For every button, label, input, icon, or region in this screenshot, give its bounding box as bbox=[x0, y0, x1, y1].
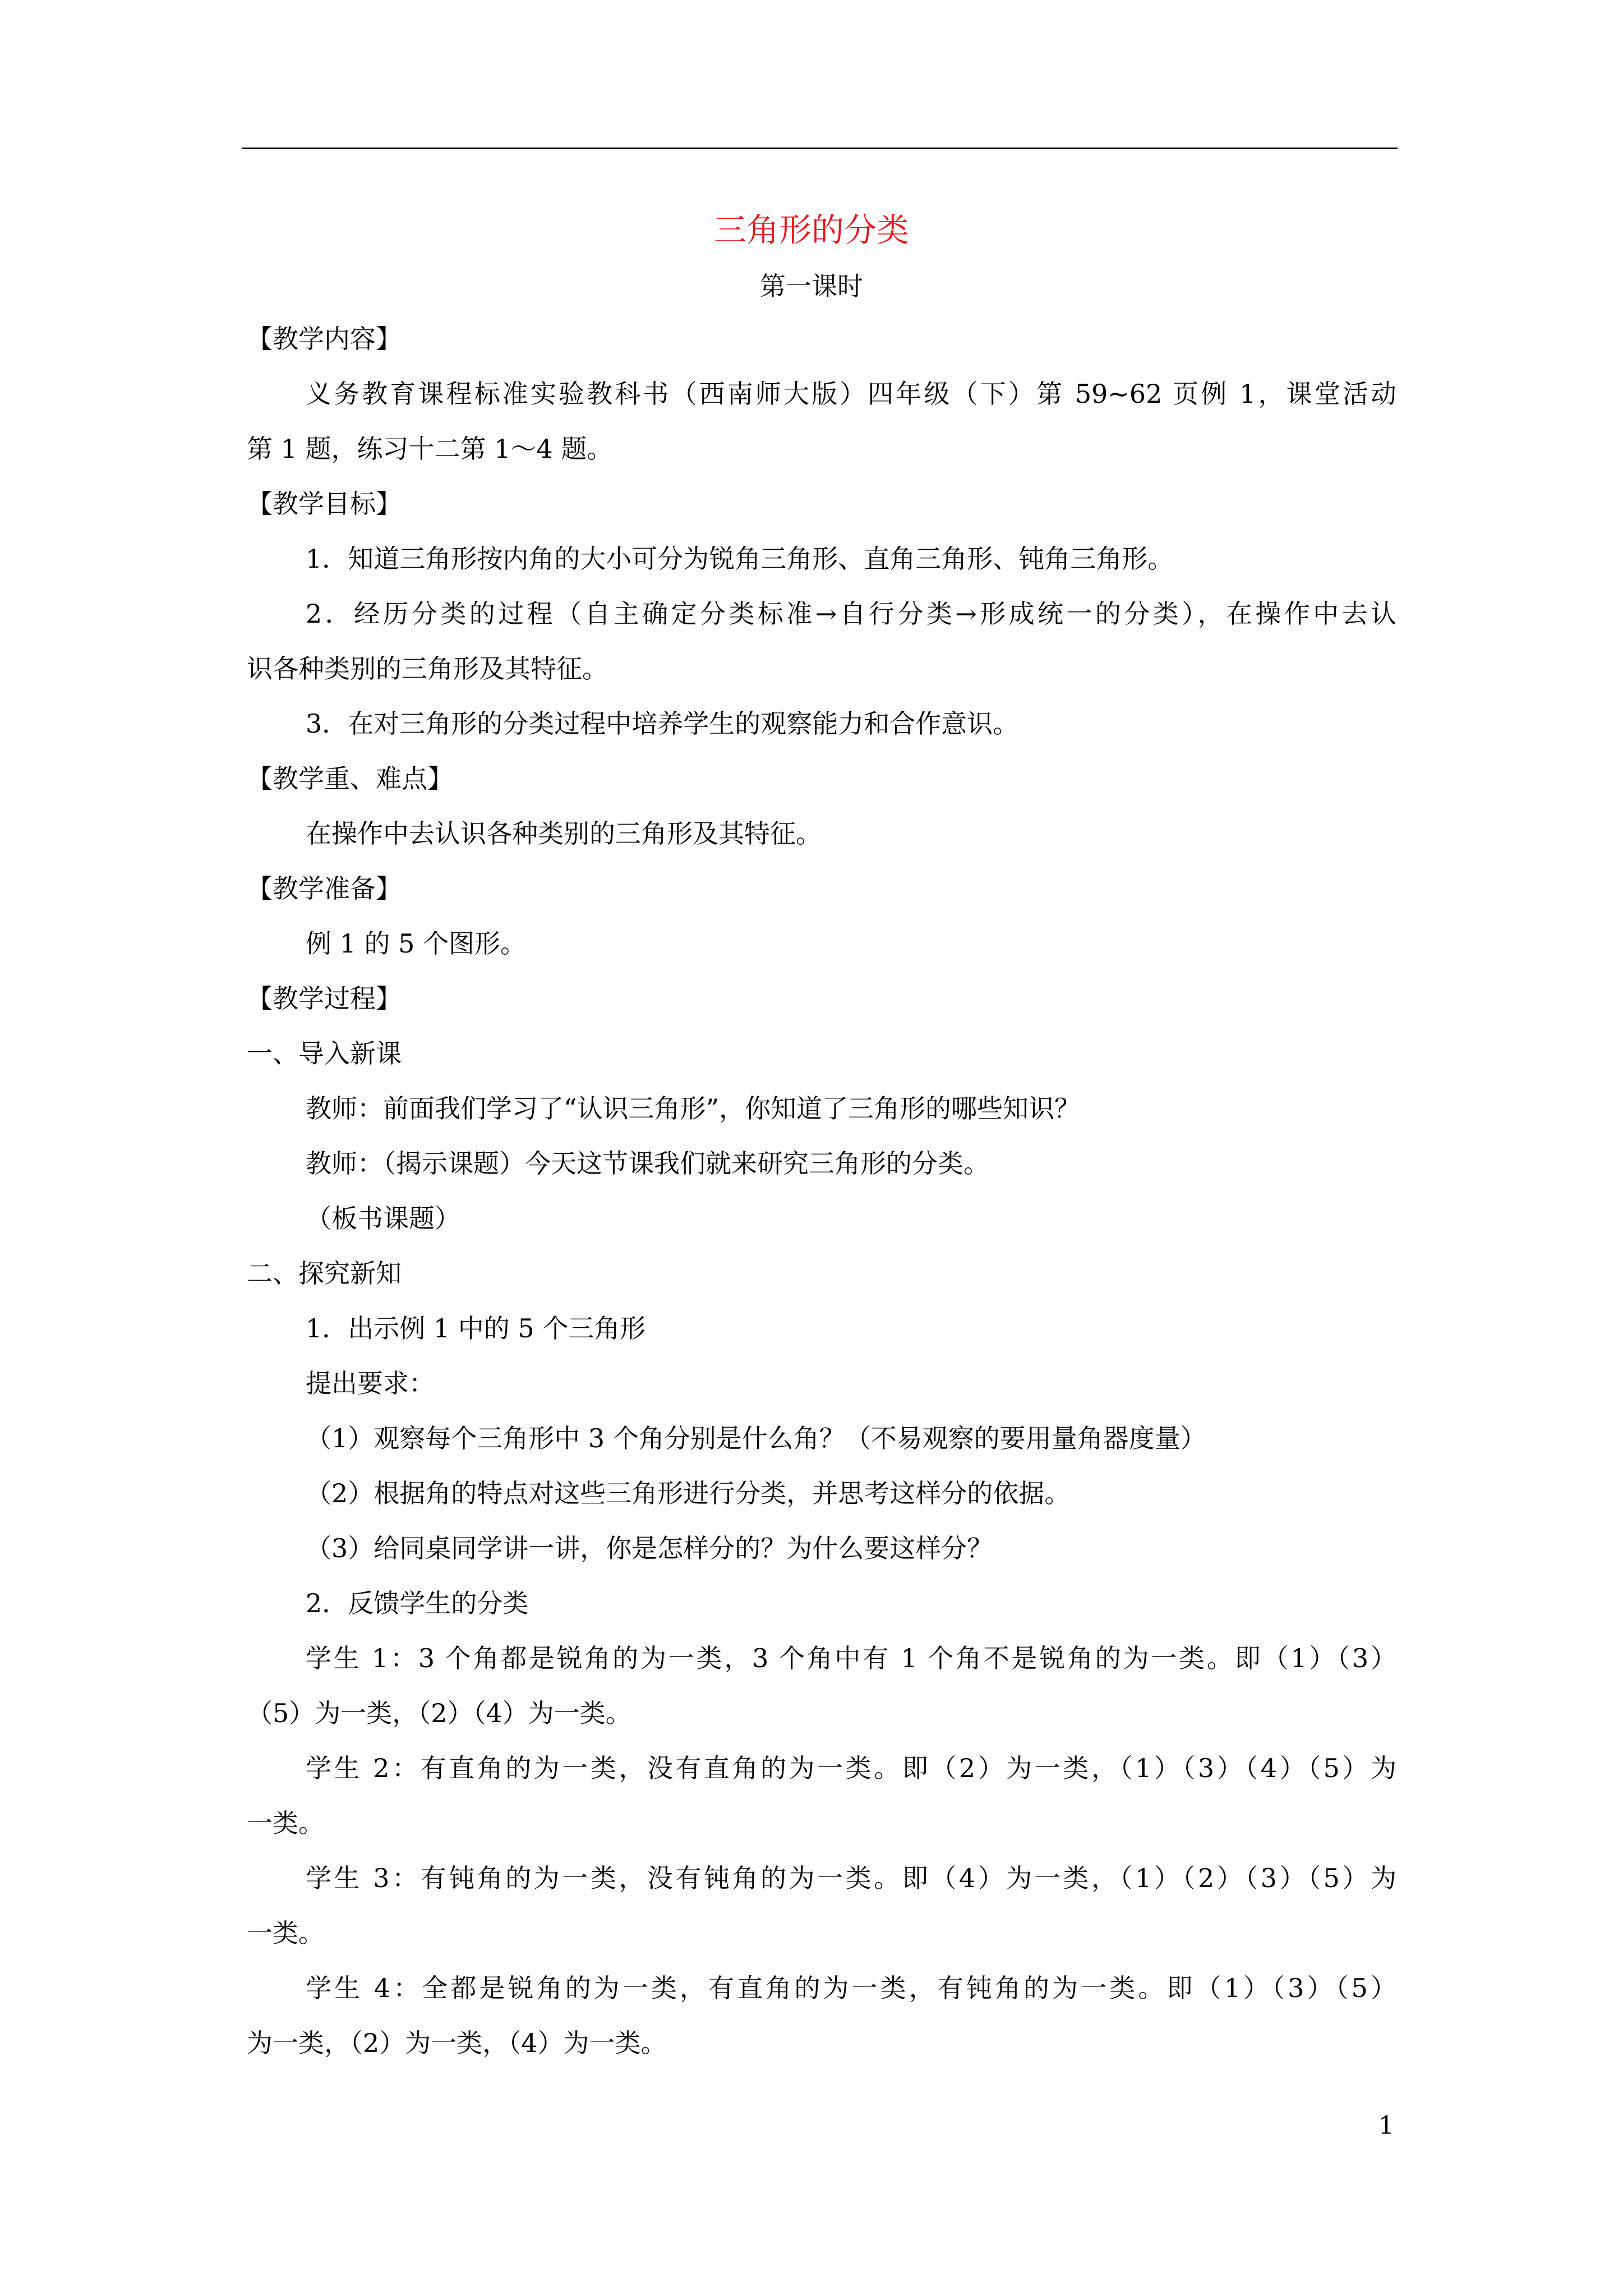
text-line: 在操作中去认识各种类别的三角形及其特征。 bbox=[306, 818, 822, 849]
text-line: 学生 3：有钝角的为一类，没有钝角的为一类。即（4）为一类，（1）（2）（3）（5）为 bbox=[306, 1863, 1396, 1893]
text-line: 2．经历分类的过程（自主确定分类标准→自行分类→形成统一的分类），在操作中去认 bbox=[306, 599, 1396, 629]
section-heading: 【教学准备】 bbox=[247, 873, 402, 904]
subsection-heading: 一、导入新课 bbox=[247, 1038, 402, 1069]
section-heading: 【教学内容】 bbox=[247, 324, 402, 354]
text-line: （3）给同桌同学讲一讲，你是怎样分的？为什么要这样分？ bbox=[306, 1533, 993, 1563]
section-heading: 【教学重、难点】 bbox=[247, 763, 453, 794]
text-line: 1．出示例 1 中的 5 个三角形 bbox=[306, 1313, 646, 1343]
text-line: 一类。 bbox=[247, 1918, 324, 1948]
text-line: 学生 1：3 个角都是锐角的为一类，3 个角中有 1 个角不是锐角的为一类。即（1）（3） bbox=[306, 1643, 1396, 1673]
text-line: 一类。 bbox=[247, 1808, 324, 1838]
page-number: 1 bbox=[1378, 2111, 1394, 2140]
text-line: 例 1 的 5 个图形。 bbox=[306, 928, 527, 959]
text-line: （5）为一类，（2）（4）为一类。 bbox=[247, 1698, 631, 1728]
text-line: 学生 2：有直角的为一类，没有直角的为一类。即（2）为一类，（1）（3）（4）（5）为 bbox=[306, 1753, 1396, 1783]
text-line: （2）根据角的特点对这些三角形进行分类，并思考这样分的依据。 bbox=[306, 1478, 1071, 1508]
text-line: 第 1 题，练习十二第 1～4 题。 bbox=[247, 434, 613, 464]
text-line: 义务教育课程标准实验教科书（西南师大版）四年级（下）第 59~62 页例 1，课堂活动 bbox=[306, 379, 1396, 409]
text-line: 为一类，（2）为一类，（4）为一类。 bbox=[247, 2028, 667, 2058]
text-line: 提出要求： bbox=[306, 1368, 435, 1398]
page-subtitle: 第一课时 bbox=[760, 271, 863, 301]
text-line: 学生 4：全都是锐角的为一类，有直角的为一类，有钝角的为一类。即（1）（3）（5） bbox=[306, 1973, 1396, 2003]
subsection-heading: 二、探究新知 bbox=[247, 1258, 402, 1289]
text-line: （板书课题） bbox=[306, 1203, 460, 1234]
text-line: 2．反馈学生的分类 bbox=[306, 1588, 529, 1618]
text-line: 识各种类别的三角形及其特征。 bbox=[247, 654, 608, 684]
text-line: 教师：（揭示课题）今天这节课我们就来研究三角形的分类。 bbox=[306, 1148, 989, 1179]
section-heading: 【教学目标】 bbox=[247, 489, 402, 519]
text-line: 教师：前面我们学习了“认识三角形”，你知道了三角形的哪些知识？ bbox=[306, 1093, 1081, 1124]
section-heading: 【教学过程】 bbox=[247, 983, 402, 1014]
text-line: 3．在对三角形的分类过程中培养学生的观察能力和合作意识。 bbox=[306, 708, 1019, 739]
header-rule bbox=[242, 148, 1398, 149]
page-title: 三角形的分类 bbox=[713, 211, 909, 249]
text-line: 1．知道三角形按内角的大小可分为锐角三角形、直角三角形、钝角三角形。 bbox=[306, 544, 1174, 574]
text-line: （1）观察每个三角形中 3 个角分别是什么角？（不易观察的要用量角器度量） bbox=[306, 1423, 1206, 1453]
